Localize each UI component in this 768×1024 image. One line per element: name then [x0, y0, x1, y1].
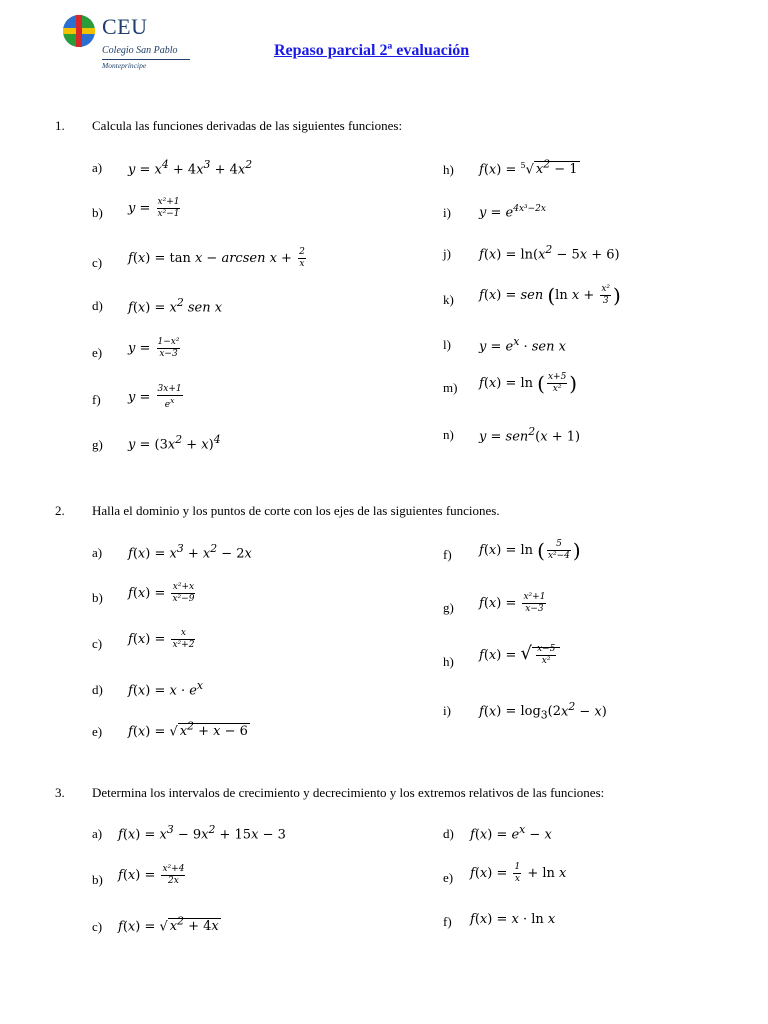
q2-item-e-expr: f(x) = √ $x^2 + x - 6$ — [128, 720, 248, 740]
question-2-number: 2. — [55, 503, 65, 518]
logo-school-text: Colegio San Pablo — [102, 45, 178, 56]
q1-item-c-expr: f(x) = tan x − arcsen x + $\frac{2}{x}$ — [128, 247, 305, 269]
q1-item-a-label: a) — [92, 160, 103, 175]
q1-item-m-expr: f(x) = ln ( $\frac{x+5}{\text{x²}}$ ) — [479, 371, 578, 396]
q3-item-c-expr: f(x) = √ $x^2 + 4x$ — [118, 915, 219, 935]
q1-item-k-label: k) — [443, 292, 454, 307]
q1-item-n-expr: y = sen$^2$(x + 1) — [479, 425, 581, 445]
q1-item-l-label: l) — [443, 337, 451, 352]
q2-item-e-label: e) — [92, 724, 103, 739]
q1-item-d-label: d) — [92, 298, 103, 313]
ceu-shield-icon — [62, 14, 96, 48]
q2-item-a-label: a) — [92, 545, 103, 560]
q1-item-c-label: c) — [92, 255, 103, 270]
q1-item-h-expr: f(x) = $^5$√ $x^2 - 1$ — [479, 158, 578, 178]
question-1-text: Calcula las funciones derivadas de las siguientes funciones: — [92, 118, 403, 133]
q3-item-a-label: a) — [92, 826, 103, 841]
q2-item-c-expr: f(x) = $\frac{x}{\text{x²+2}}$ — [128, 628, 195, 650]
q2-item-g-label: g) — [443, 600, 454, 615]
question-3-text: Determina los intervalos de crecimiento y decrecimiento y los extremos relativos de las funciones: — [92, 785, 605, 800]
q1-item-l-expr: $y = e^x$ · sen x — [479, 335, 566, 355]
q1-item-e-label: e) — [92, 345, 103, 360]
q1-item-j-label: j) — [443, 246, 451, 261]
question-1-number: 1. — [55, 118, 65, 133]
logo-place-text: Montepríncipe — [102, 61, 147, 70]
q2-item-c-label: c) — [92, 636, 103, 651]
q2-item-h-label: h) — [443, 654, 454, 669]
q1-item-k-expr: f(x) = sen (ln x + $\frac{\text{x²}}{3}$ ) — [479, 283, 621, 308]
q1-item-h-label: h) — [443, 162, 454, 177]
q2-item-h-expr: f(x) = √ $\frac{x-5}{\text{x²}}$ — [479, 645, 560, 666]
q1-item-b-expr: y = $\frac{\text{x²+1}}{\text{x²−1}}$ — [128, 197, 180, 219]
q2-item-d-label: d) — [92, 682, 103, 697]
q3-item-f-label: f) — [443, 914, 452, 929]
q1-item-d-expr: $f(x) = x^2$ sen x — [128, 296, 223, 316]
logo-ceu-text: CEU — [102, 14, 148, 39]
q3-item-e-expr: f(x) = $\frac{1}{x}$ + ln x — [470, 862, 567, 884]
q3-item-d-label: d) — [443, 826, 454, 841]
page-title: Repaso parcial 2ª evaluación — [274, 42, 470, 59]
question-3-number: 3. — [55, 785, 65, 800]
q1-item-i-expr: $y = e^{4x^3-2x}$ — [479, 204, 546, 221]
q1-item-a-expr: $y = x^4 + 4x^3 + 4x^2$ — [128, 158, 253, 178]
q1-item-b-label: b) — [92, 205, 103, 220]
q3-item-f-expr: f(x) = x · ln x — [470, 912, 556, 927]
q3-item-d-expr: $f(x) = e^x - x$ — [470, 823, 552, 843]
q1-item-g-label: g) — [92, 437, 103, 452]
q3-item-a-expr: $f(x) = x^3 - 9x^2 + 15x - 3$ — [118, 823, 286, 843]
q1-item-f-label: f) — [92, 392, 101, 407]
q1-item-j-expr: $f(x) = \ln(x^2 - 5x + 6)$ — [479, 243, 620, 263]
q2-item-d-expr: $f(x) = x \cdot e^x$ — [128, 679, 204, 699]
q2-item-f-label: f) — [443, 547, 452, 562]
q2-item-f-expr: f(x) = ln ( $\frac{5}{\text{x²−4}}$ ) — [479, 538, 581, 563]
q1-item-m-label: m) — [443, 380, 458, 395]
school-logo — [62, 13, 192, 73]
q3-item-e-label: e) — [443, 870, 454, 885]
q2-item-i-expr: $f(x) = \log_3(2x^2 - x)$ — [479, 700, 607, 722]
q2-item-b-expr: f(x) = $\frac{\text{x²+x}}{\text{x²−9}}$ — [128, 582, 195, 604]
q2-item-g-expr: f(x) = $\frac{\text{x²+1}}{x-3}$ — [479, 592, 546, 614]
q1-item-i-label: i) — [443, 205, 451, 220]
q3-item-b-expr: f(x) = $\frac{\text{x²+4}}{2x}$ — [118, 864, 185, 886]
question-2-text: Halla el dominio y los puntos de corte con los ejes de las siguientes funciones. — [92, 503, 500, 518]
q1-item-e-expr: y = $\frac{\text{1−x²}}{x-3}$ — [128, 337, 180, 359]
q1-item-n-label: n) — [443, 427, 454, 442]
q3-item-c-label: c) — [92, 919, 103, 934]
q2-item-i-label: i) — [443, 703, 451, 718]
q3-item-b-label: b) — [92, 872, 103, 887]
logo-divider — [102, 59, 190, 60]
q1-item-g-expr: $y = (3x^2 + x)^4$ — [128, 433, 221, 453]
q1-item-f-expr: y = $\frac{3x+1}{e^x}$ — [128, 384, 182, 410]
q2-item-a-expr: $f(x) = x^3 + x^2 - 2x$ — [128, 542, 252, 562]
q2-item-b-label: b) — [92, 590, 103, 605]
